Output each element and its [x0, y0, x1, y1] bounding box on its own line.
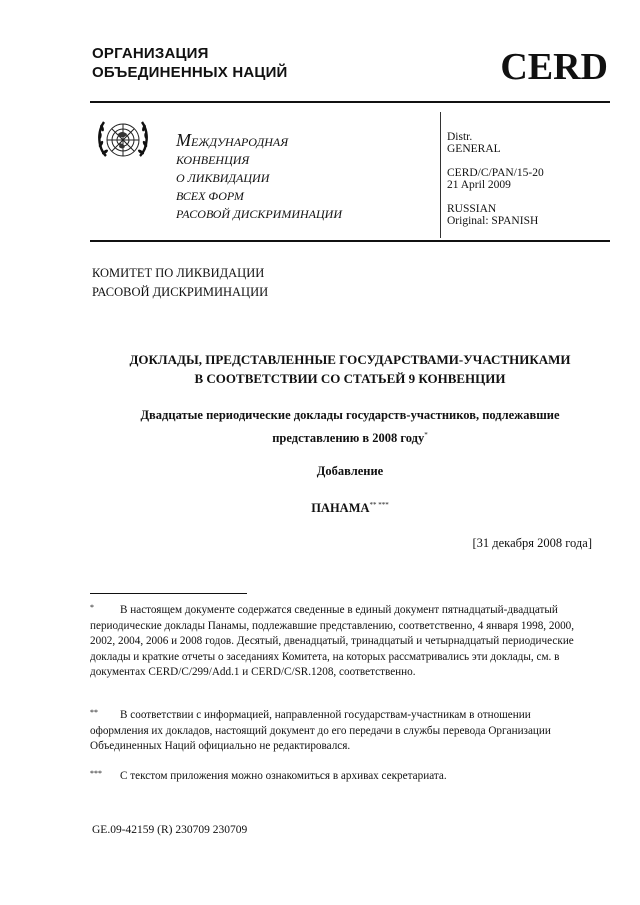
footnote-1-mark: *	[90, 603, 94, 612]
country-name: ПАНАМА	[311, 501, 370, 515]
committee-line-2: РАСОВОЙ ДИСКРИМИНАЦИИ	[92, 285, 269, 299]
convention-initial: М	[176, 130, 191, 150]
job-number: GE.09-42159 (R) 230709 230709	[92, 824, 248, 836]
report-date: [31 декабря 2008 года]	[472, 536, 592, 550]
title-line-1: ДОКЛАДЫ, ПРЕДСТАВЛЕННЫЕ ГОСУДАРСТВАМИ-УЧАСТНИКАМИ	[129, 352, 571, 367]
organization-name	[92, 44, 288, 82]
subtitle-footnote-mark: *	[424, 431, 428, 439]
addendum-heading: Добавление	[316, 464, 384, 478]
un-emblem-icon	[92, 114, 154, 170]
document-code: CERD	[500, 46, 608, 88]
distr-label: Distr.	[447, 131, 473, 143]
footnote-3	[90, 769, 580, 785]
document-symbol: CERD/C/PAN/15-20	[447, 167, 544, 179]
title-line-2: В СООТВЕТСТВИИ СО СТАТЬЕЙ 9 КОНВЕНЦИИ	[194, 371, 506, 386]
convention-line-2: КОНВЕНЦИЯ	[176, 153, 250, 167]
footnote-1-text: В настоящем документе содержатся сведенные в единый документ пятнадцатый-двадцатый периодические доклады Панамы, подлежавшие представлению, соответственно, 4 января 1998, 2000, 2002, 2004, 2006 и 2008 годов. Десятый, двенадцатый, тринадцатый и четырнадцатый периодические доклады и краткие отчеты о заседаниях Комитета, на которых рассматривались эти доклады, см. в документах CERD/C/299/Add.1 и CERD/C/SR.1208, соответственно.	[90, 604, 575, 678]
org-line-2: ОБЪЕДИНЕННЫХ НАЦИЙ	[92, 64, 288, 81]
convention-line-5: РАСОВОЙ ДИСКРИМИНАЦИИ	[176, 207, 343, 221]
document-date: 21 April 2009	[447, 179, 511, 191]
document-subtitle	[90, 405, 610, 448]
footnote-3-mark: ***	[90, 769, 102, 778]
footnote-1	[90, 603, 580, 681]
country-heading	[90, 497, 610, 516]
convention-line-4: ВСЕХ ФОРМ	[176, 189, 244, 203]
convention-line-1: ЕЖДУНАРОДНАЯ	[191, 135, 289, 149]
subtitle-line-1: Двадцатые периодические доклады государств-участников, подлежавшие	[140, 408, 560, 422]
header-rule-top	[90, 101, 610, 103]
convention-name	[176, 131, 342, 223]
distribution-block	[447, 131, 544, 227]
distr-value: GENERAL	[447, 143, 501, 155]
committee-name	[92, 264, 268, 302]
subtitle-line-2: представлению в 2008 году	[272, 431, 425, 445]
original-language: Original: SPANISH	[447, 215, 539, 227]
footnote-2-text: В соответствии с информацией, направленной государствам-участникам в отношении оформления их докладов, настоящий документ до его передачи в службы перевода Организации Объединенных Наций официально не редактировался.	[90, 709, 551, 752]
committee-line-1: КОМИТЕТ ПО ЛИКВИДАЦИИ	[92, 266, 265, 280]
document-language: RUSSIAN	[447, 203, 497, 215]
org-line-1: ОРГАНИЗАЦИЯ	[92, 45, 209, 62]
footnote-3-text: С текстом приложения можно ознакомиться в архивах секретариата.	[120, 770, 447, 782]
country-footnote-marks: ** ***	[369, 501, 389, 509]
footnote-2	[90, 708, 580, 755]
header-divider	[440, 112, 441, 238]
footnote-2-mark: **	[90, 708, 98, 717]
header-rule-bottom	[90, 240, 610, 242]
convention-line-3: О ЛИКВИДАЦИИ	[176, 171, 270, 185]
document-title	[90, 350, 610, 388]
footnote-separator	[90, 593, 247, 594]
